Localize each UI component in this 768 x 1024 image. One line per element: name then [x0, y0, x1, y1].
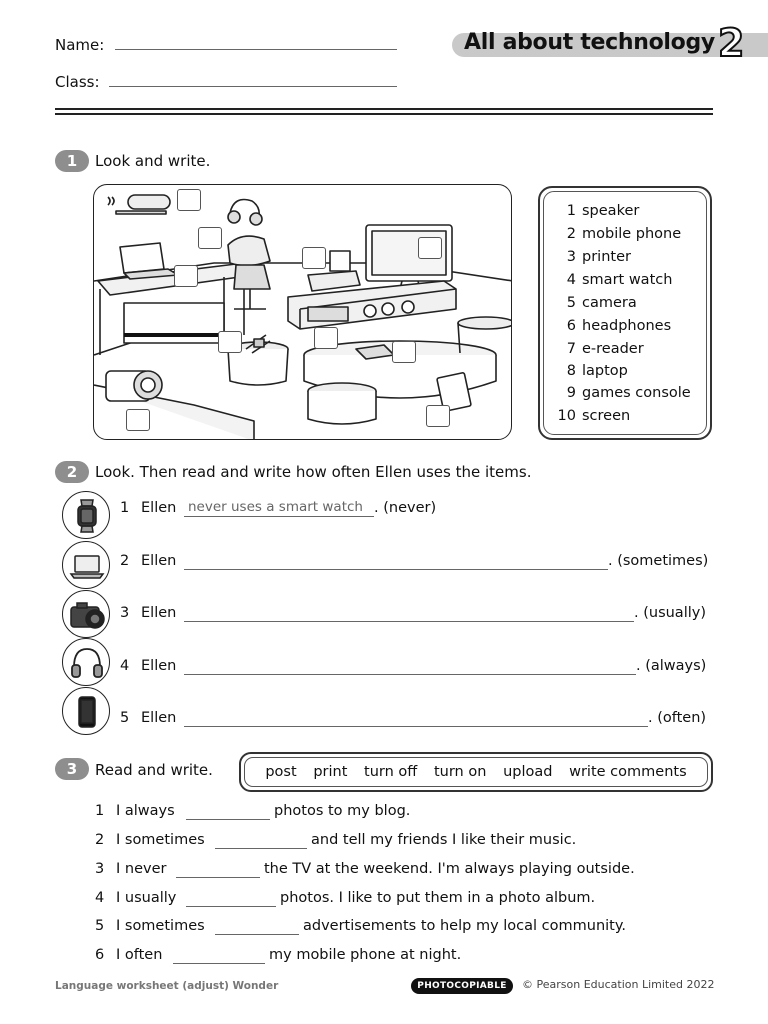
word-bank-item: turn on: [433, 764, 487, 780]
answer-box-printer[interactable]: [302, 247, 326, 269]
answer-box-laptop[interactable]: [174, 265, 198, 287]
answer-box-mobile-phone[interactable]: [392, 341, 416, 363]
example-answer: never uses a smart watch: [188, 499, 363, 515]
list-item: 8 laptop: [566, 363, 628, 379]
blank-line[interactable]: [186, 819, 270, 820]
divider-top: [55, 108, 713, 110]
blank-line[interactable]: [215, 934, 299, 935]
answer-box-speaker[interactable]: [177, 189, 201, 211]
blank-line[interactable]: [176, 877, 260, 878]
word-bank-item: print: [313, 764, 348, 780]
section1-instruction: Look and write.: [95, 152, 211, 170]
answer-line[interactable]: [184, 726, 648, 727]
section3-number: 3: [55, 758, 89, 780]
answer-box-headphones[interactable]: [198, 227, 222, 249]
mobile-phone-icon: [62, 687, 110, 735]
footer-label: Language worksheet (adjust) Wonder: [55, 980, 279, 992]
name-line[interactable]: [115, 49, 397, 50]
word-bank-item: turn off: [364, 764, 418, 780]
unit-number: 2: [718, 21, 745, 65]
list-item: 3 printer: [566, 249, 631, 265]
word-bank-item: upload: [503, 764, 553, 780]
section3-instruction: Read and write.: [95, 761, 213, 779]
camera-icon: [62, 590, 110, 638]
room-illustration: [93, 184, 512, 440]
word-bank: [239, 752, 713, 792]
class-label: Class:: [55, 73, 100, 91]
smart-watch-icon: [62, 491, 110, 539]
photocopiable-badge: PHOTOCOPIABLE: [411, 978, 513, 994]
list-item: 4 smart watch: [566, 272, 673, 288]
divider-bottom: [55, 113, 713, 115]
blank-line[interactable]: [186, 906, 276, 907]
answer-box-screen[interactable]: [418, 237, 442, 259]
answer-line[interactable]: [184, 674, 636, 675]
answer-line[interactable]: [184, 569, 608, 570]
list-item: 9 games console: [566, 385, 691, 401]
vocabulary-list: [538, 186, 712, 440]
name-label: Name:: [55, 36, 105, 54]
list-item: 2 mobile phone: [566, 226, 682, 242]
answer-line[interactable]: [184, 621, 634, 622]
page-title: All about technology: [464, 30, 715, 55]
list-item: 1 speaker: [566, 203, 640, 219]
answer-box-camera[interactable]: [126, 409, 150, 431]
class-line[interactable]: [109, 86, 397, 87]
list-item: 5 camera: [566, 295, 637, 311]
section2-number: 2: [55, 461, 89, 483]
copyright: © Pearson Education Limited 2022: [522, 978, 715, 991]
laptop-icon: [62, 541, 110, 589]
headphones-icon: [62, 638, 110, 686]
word-bank-item: post: [265, 764, 297, 780]
blank-line[interactable]: [215, 848, 307, 849]
section1-number: 1: [55, 150, 89, 172]
list-item: 6 headphones: [566, 318, 672, 334]
answer-box-smart-watch[interactable]: [218, 331, 242, 353]
word-bank-item: write comments: [569, 764, 687, 780]
list-item: 10 screen: [557, 408, 631, 424]
answer-box-games-console[interactable]: [314, 327, 338, 349]
list-item: 7 e-reader: [566, 341, 644, 357]
section2-instruction: Look. Then read and write how often Ellen uses the items.: [95, 463, 532, 481]
answer-line[interactable]: [184, 516, 374, 517]
blank-line[interactable]: [173, 963, 265, 964]
answer-box-e-reader[interactable]: [426, 405, 450, 427]
